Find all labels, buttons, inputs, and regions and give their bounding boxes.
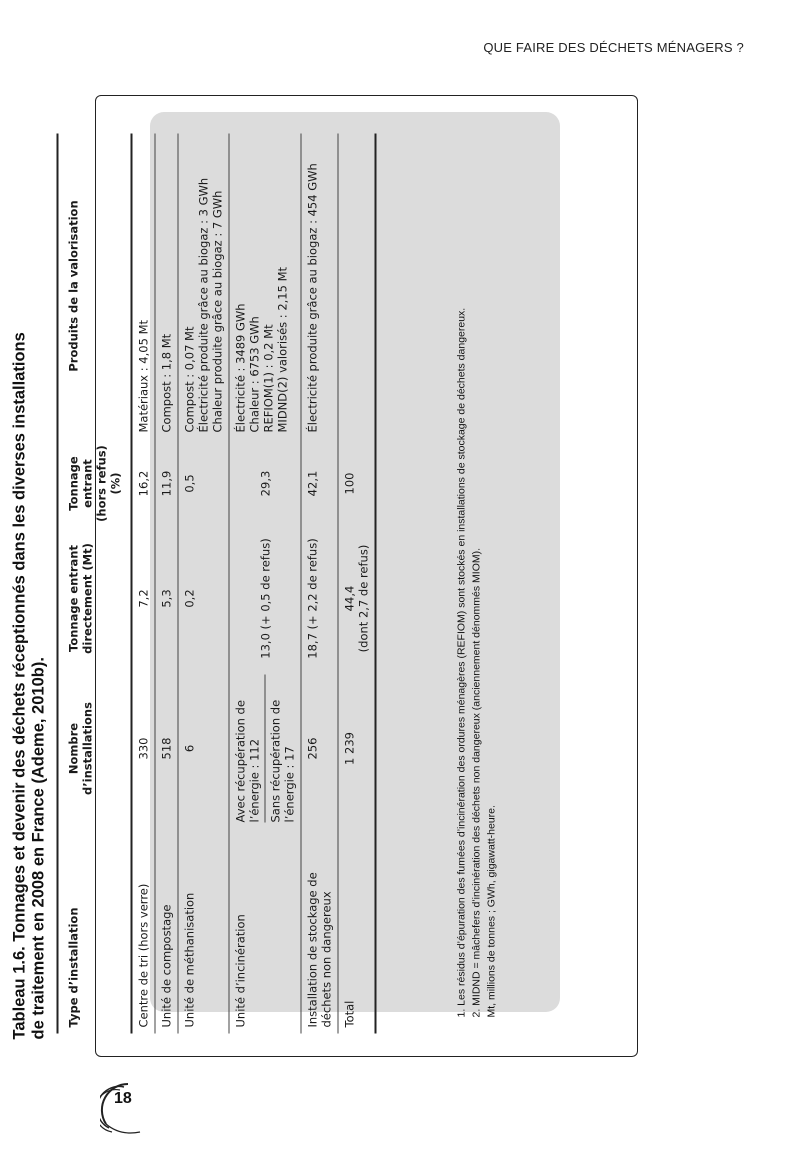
table-row (131, 133, 155, 1033)
header-produits: Produits de la valorisation (57, 133, 131, 438)
produit-line: Chaleur : 6753 GWh (247, 315, 261, 432)
cell-pct: 0,5 (178, 438, 229, 528)
page-number: 18 (114, 1090, 132, 1107)
note-2: 2. MIDND = mâchefers d’incinération des déchets non dangereux (anciennement dénommés MIOM). (470, 547, 482, 1017)
table-row (155, 133, 178, 1033)
table-row (301, 133, 338, 1033)
cell-pct: 29,3 (229, 438, 301, 528)
table-row-total (338, 133, 376, 1033)
header-type: Type d’installation (57, 828, 131, 1033)
cell-mt (338, 528, 376, 668)
cell-mt: 7,2 (131, 528, 155, 668)
table-notes (454, 307, 499, 1017)
cell-nombre: 256 (301, 668, 338, 828)
cell-produits (178, 133, 229, 438)
cell-produits: Matériaux : 4,05 Mt (131, 133, 155, 438)
note-3: Mt, millions de tonnes ; GWh, gigawatt-heure. (485, 804, 497, 1017)
produit-line: REFIOM(1) : 0,2 Mt (261, 323, 275, 432)
cell-mt: 18,7 (+ 2,2 de refus) (301, 528, 338, 668)
table-row (178, 133, 229, 1033)
cell-pct: 16,2 (131, 438, 155, 528)
table-row (229, 133, 301, 1033)
cell-mt: 13,0 (+ 0,5 de refus) (229, 528, 301, 668)
cell-type: Unité d’incinération (229, 828, 301, 1033)
header-tonnage-pct: Tonnage entrant (hors refus) (%) (57, 438, 131, 528)
cell-pct: 100 (338, 438, 376, 528)
cell-type: Centre de tri (hors verre) (131, 828, 155, 1033)
header-nombre: Nombre d’installations (57, 668, 131, 828)
header-tonnage-mt: Tonnage entrant directement (Mt) (57, 528, 131, 668)
nombre-avec-recuperation: Avec récupération de l’énergie : 112 (233, 674, 265, 822)
produit-line: Chaleur produite grâce au biogaz : 7 GWh (210, 190, 224, 432)
produit-line: Électricité : 3489 GWh (233, 302, 247, 432)
rotated-table-block (0, 95, 541, 1055)
cell-nombre: 1 239 (338, 668, 376, 828)
cell-mt: 0,2 (178, 528, 229, 668)
table-caption (0, 95, 55, 1055)
total-refus: (dont 2,7 de refus) (356, 544, 370, 652)
caption-line-2: de traitement en 2008 en France (Ademe, 2010b). (29, 656, 47, 1039)
cell-type: Unité de méthanisation (178, 828, 229, 1033)
running-header: QUE FAIRE DES DÉCHETS MÉNAGERS ? (483, 40, 744, 55)
cell-produits: Électricité produite grâce au biogaz : 454 GWh (301, 133, 338, 438)
cell-pct: 42,1 (301, 438, 338, 528)
cell-nombre: 518 (155, 668, 178, 828)
produit-line: MIDND(2) valorisés : 2,15 Mt (275, 266, 289, 432)
produit-line: Électricité produite grâce au biogaz : 3 GWh (196, 177, 210, 432)
table-header-row (57, 133, 131, 1033)
cell-type: Unité de compostage (155, 828, 178, 1033)
nombre-sans-recuperation: Sans récupération de l’énergie : 17 (268, 699, 296, 822)
total-mt: 44,4 (342, 585, 356, 611)
cell-pct: 11,9 (155, 438, 178, 528)
cell-mt: 5,3 (155, 528, 178, 668)
produit-line: Compost : 0,07 Mt (182, 326, 196, 432)
cell-type: Total (338, 828, 376, 1033)
cell-produits: Compost : 1,8 Mt (155, 133, 178, 438)
cell-produits (338, 133, 376, 438)
cell-produits (229, 133, 301, 438)
page-number-block (100, 1080, 158, 1138)
data-table (56, 133, 376, 1033)
cell-nombre: 6 (178, 668, 229, 828)
caption-line-1: Tableau 1.6. Tonnages et devenir des déchets réceptionnés dans les diverses installations (10, 331, 28, 1039)
cell-type: Installation de stockage de déchets non dangereux (301, 828, 338, 1033)
note-1: 1. Les résidus d’épuration des fumées d’incinération des ordures ménagères (REFIOM) sont stockés en installations de stockage de déchets dangereux. (455, 307, 467, 1017)
page-ornament-icon (100, 1080, 158, 1138)
cell-nombre (229, 668, 301, 828)
cell-nombre: 330 (131, 668, 155, 828)
